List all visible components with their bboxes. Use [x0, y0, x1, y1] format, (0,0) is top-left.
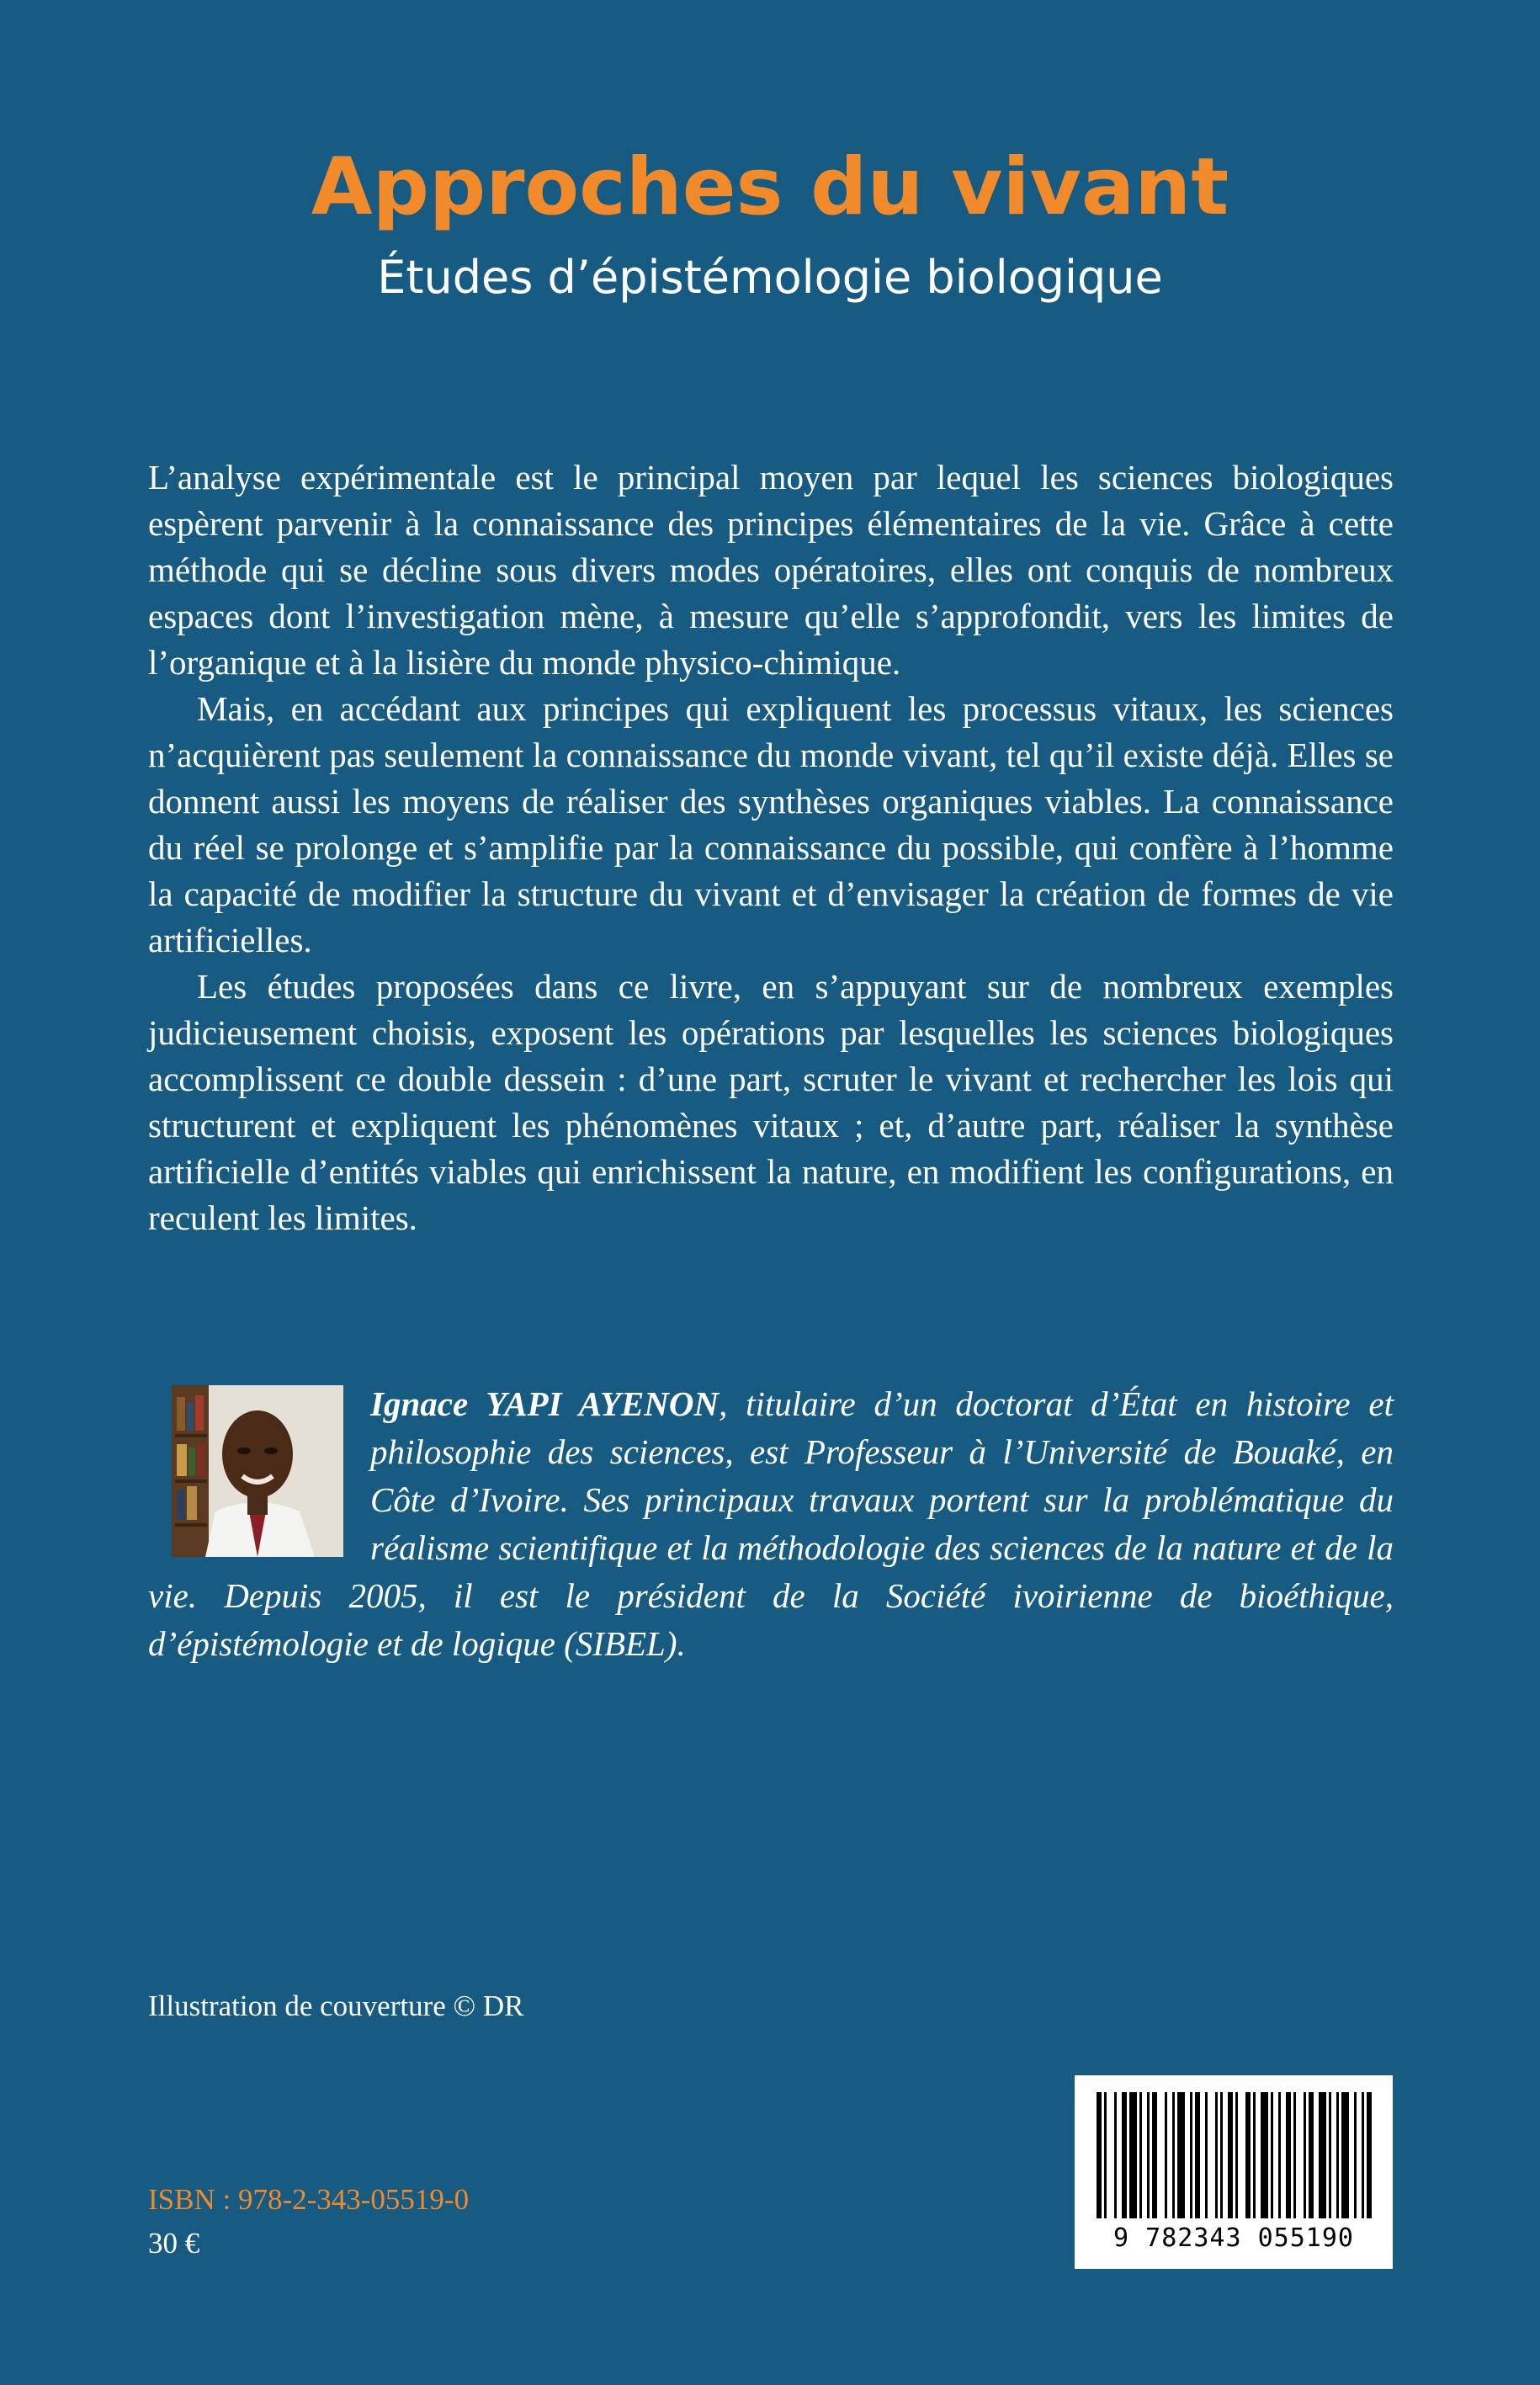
barcode-bar: [1129, 2092, 1137, 2218]
barcode: [1075, 2075, 1393, 2269]
summary-paragraph: Les études proposées dans ce livre, en s’appuyant sur de nombreux exemples judicieusement choisis, exposent les opérations par lesquelles les sciences biologiques accomplissent ce double dessein : d’une part, scruter le vivant et rechercher les lois qui structurent et expliquent les phénomènes vitaux ; et, d’autre part, réaliser la synthèse artificielle d’entités viables qui enrichissent la nature, en modifient les configurations, en reculent les limites.: [148, 967, 1394, 1237]
barcode-bar: [1336, 2092, 1339, 2218]
barcode-bar: [1165, 2092, 1167, 2218]
summary-paragraph: L’analyse expérimentale est le principal moyen par lequel les sciences biologiques espèrent parvenir à la connaissance des principes élémentaires de la vie. Grâce à cette méthode qui se décline sous divers modes opératoires, elles ont conquis de nombreux espaces dont l’investigation mène, à mesure qu’elle s’approfondit, vers les limites de l’organique et à la lisière du monde physico-chimique.: [148, 458, 1394, 682]
barcode-bar: [1177, 2092, 1185, 2218]
barcode-bars: [1075, 2075, 1393, 2227]
barcode-bar: [1341, 2092, 1349, 2218]
barcode-bar: [1367, 2092, 1372, 2218]
barcode-bar: [1205, 2092, 1208, 2218]
barcode-bar: [1122, 2092, 1127, 2218]
barcode-bar: [1147, 2092, 1150, 2218]
barcode-bar: [1271, 2092, 1273, 2218]
barcode-bar: [1319, 2092, 1326, 2218]
barcode-bar: [1104, 2092, 1107, 2218]
barcode-bar: [1304, 2092, 1306, 2218]
barcode-bar: [1362, 2092, 1364, 2218]
summary-text: [148, 454, 1394, 1241]
barcode-bar: [1172, 2092, 1175, 2218]
barcode-bar: [1114, 2092, 1117, 2218]
barcode-digits: 9 782343 055190: [1113, 2223, 1354, 2253]
barcode-bar: [1245, 2092, 1251, 2218]
author-name: Ignace YAPI AYENON: [370, 1384, 720, 1423]
cover-credit: Illustration de couverture © DR: [148, 1989, 524, 2022]
barcode-bar: [1354, 2092, 1357, 2218]
barcode-bar: [1220, 2092, 1223, 2218]
book-title: Approches du vivant: [311, 141, 1229, 233]
book-subtitle: Études d’épistémologie biologique: [377, 251, 1163, 304]
barcode-bar: [1261, 2092, 1268, 2218]
barcode-bar: [1235, 2092, 1238, 2218]
barcode-bar: [1293, 2092, 1296, 2218]
barcode-bar: [1097, 2092, 1102, 2218]
author-bio-text: , titulaire d’un doctorat d’État en histoire et philosophie des sciences, est Professeur à l’Université de Bouaké, en Côte d’Ivoire. Ses principaux travaux portent sur la problématique du réalisme scientifique et la méthodologie des sciences de la nature et de la vie. Depuis 2005, il est le président de la Société ivoirienne de bioéthique, d’épistémologie et de logique (SIBEL).: [148, 1384, 1394, 1663]
barcode-bar: [1190, 2092, 1192, 2218]
barcode-bar: [1195, 2092, 1200, 2218]
barcode-bar: [1253, 2092, 1256, 2218]
barcode-bar: [1228, 2092, 1233, 2218]
barcode-bar: [1278, 2092, 1281, 2218]
barcode-bar: [1152, 2092, 1157, 2218]
barcode-bar: [1139, 2092, 1142, 2218]
price: 30 €: [148, 2227, 200, 2260]
isbn: ISBN : 978-2-343-05519-0: [148, 2183, 470, 2216]
barcode-bar: [1309, 2092, 1314, 2218]
author-photo: [172, 1385, 343, 1557]
barcode-bar: [1286, 2092, 1291, 2218]
barcode-bar: [1329, 2092, 1331, 2218]
summary-paragraph: Mais, en accédant aux principes qui expliquent les processus vitaux, les sciences n’acquièrent pas seulement la connaissance du monde vivant, tel qu’il existe déjà. Elles se donnent aussi les moyens de réaliser des synthèses organiques viables. La connaissance du réel se prolonge et s’amplifie par la connaissance du possible, qui confère à l’homme la capacité de modifier la structure du vivant et d’envisager la création de formes de vie artificielles.: [148, 689, 1394, 959]
barcode-bar: [1215, 2092, 1218, 2218]
